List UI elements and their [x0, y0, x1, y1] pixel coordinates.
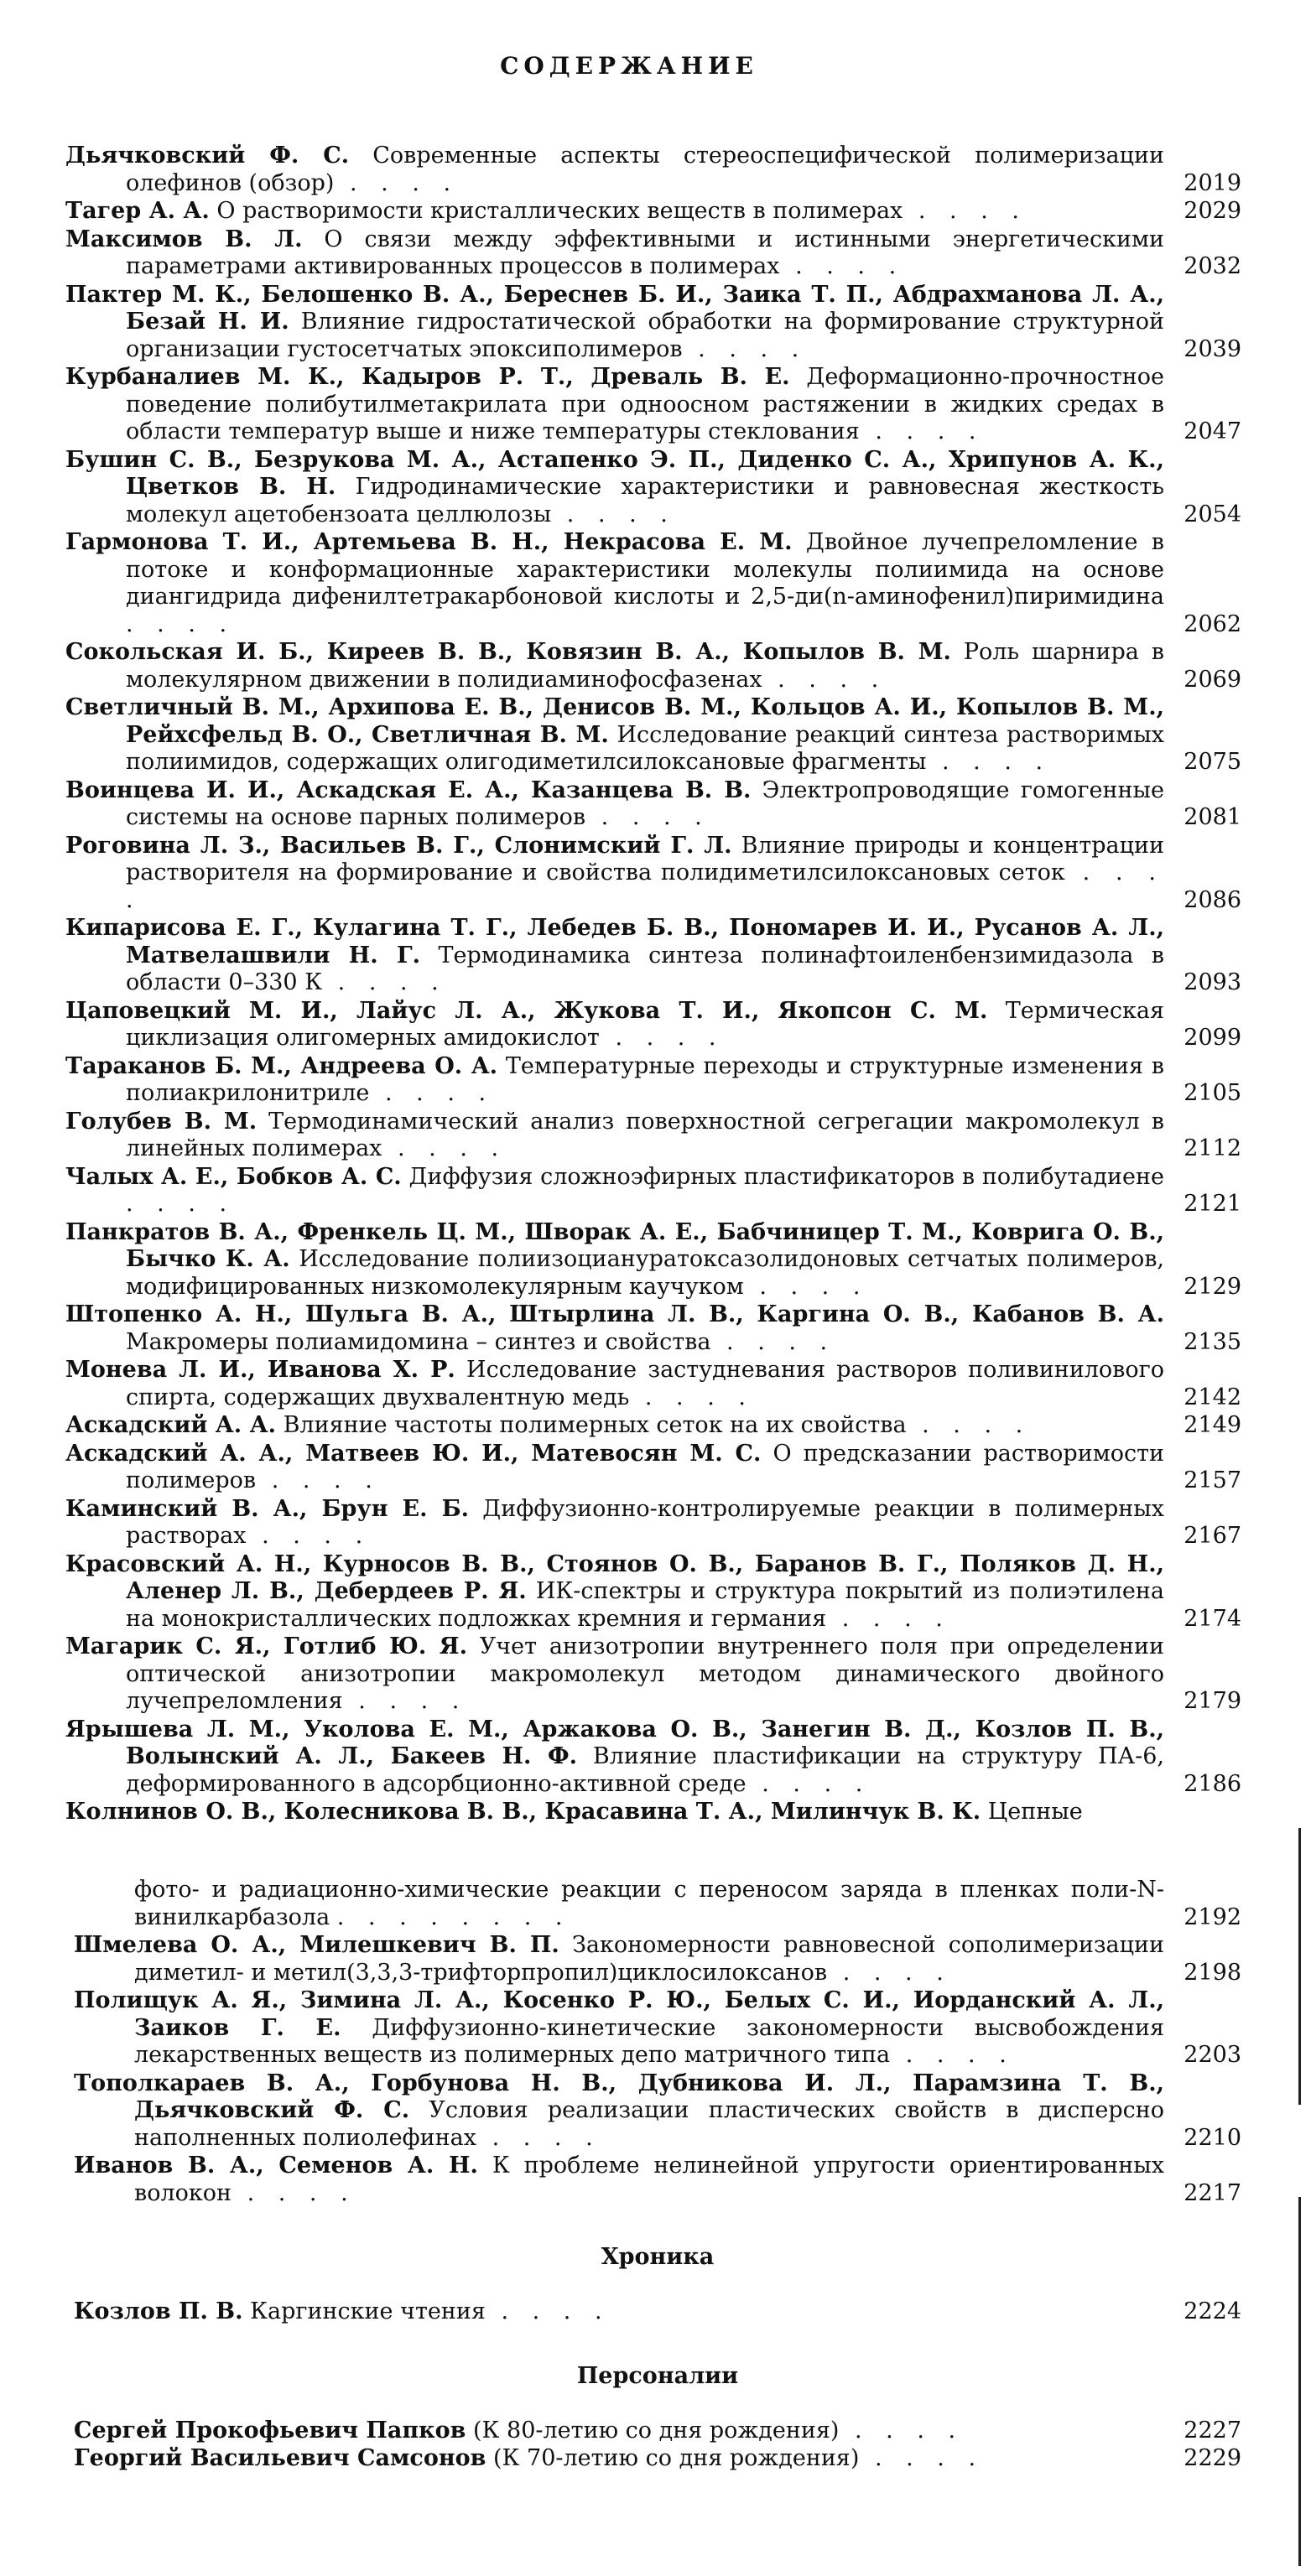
section-heading-chronicle: Хроника: [601, 2244, 715, 2270]
toc-entry[interactable]: Цаповецкий М. И., Лайус Л. А., Жукова Т. И., Якопсон С. М. Термическая циклизация олигомерных амидокислот . . . . 2099: [65, 997, 1241, 1051]
entry-page: 2093: [1184, 969, 1241, 995]
toc-entry[interactable]: Максимов В. Л. О связи между эффективными и истинными энергетическими параметрами активированных процессов в полимерах . . . . 2032: [65, 226, 1241, 279]
chronicle-list: [74, 2298, 1241, 2326]
entry-title: Электропроводящие гомогенные системы на основе парных полимеров: [126, 776, 1164, 830]
entry-title: Влияние природы и концентрации растворителя на формирование и свойства полидиметилсилоксановых сеток: [126, 832, 1164, 886]
entry-page: 2229: [1184, 2445, 1241, 2471]
entry-authors: Чалых А. Е., Бобков А. С.: [65, 1163, 402, 1190]
toc-entry[interactable]: Курбаналиев М. К., Кадыров Р. Т., Древаль В. Е. Деформационно-прочностное поведение полибутилметакрилата при одноосном растяжении в жидких средах в области температур выше и ниже температуры стеклования . . . . 2047: [65, 364, 1241, 444]
toc-entry[interactable]: [65, 1799, 1241, 1826]
entry-authors: Шмелева О. А., Милешкевич В. П.: [74, 1932, 559, 1958]
entry-authors: Каминский В. А., Брун Е. Б.: [65, 1495, 470, 1522]
toc-entry[interactable]: Светличный В. М., Архипова Е. В., Денисов В. М., Кольцов А. И., Копылов В. М., Рейхсфельд В. О., Светличная В. М. Исследование реакций синтеза растворимых полиимидов, содержащих олигодиметилсилоксановые фрагменты . . . . 2075: [65, 694, 1241, 775]
toc-entry[interactable]: Аскадский А. А. Влияние частоты полимерных сеток на их свойства . . . . 2149: [65, 1412, 1241, 1438]
toc-entry[interactable]: Сергей Прокофьевич Папков (К 80-летию со дня рождения) . . . . 2227: [74, 2417, 1241, 2444]
entry-page: 2129: [1184, 1273, 1241, 1300]
entry-page: 2121: [1184, 1191, 1241, 1217]
entry-title: Диффузионно-кинетические закономерности высвобождения лекарственных веществ из полимерных депо матричного типа: [134, 2014, 1164, 2068]
entry-page: 2227: [1184, 2417, 1241, 2444]
entry-title: Термодинамический анализ поверхностной сегрегации макромолекул в линейных полимерах: [126, 1108, 1164, 1161]
entry-authors: Полищук А. Я., Зимина Л. А., Косенко Р. Ю., Белых С. И., Иорданский А. Л., Заиков Г. Е.: [74, 1987, 1164, 2041]
entry-page: 2062: [1184, 610, 1241, 637]
entry-page: 2029: [1184, 198, 1241, 224]
entry-title: Диффузионно-контролируемые реакции в полимерных растворах: [126, 1495, 1164, 1549]
entry-title: К проблеме нелинейной упругости ориентированных волокон: [134, 2153, 1164, 2206]
entry-authors: Аскадский А. А., Матвеев Ю. И., Матевосян М. С.: [65, 1440, 762, 1467]
toc-entry[interactable]: Кипарисова Е. Г., Кулагина Т. Г., Лебедев Б. В., Пономарев И. И., Русанов А. Л., Матвелашвили Н. Г. Термодинамика синтеза полинафтоиленбензимидазола в области 0–330 К . . . . 2093: [65, 915, 1241, 995]
entry-authors: Тополкараев В. А., Горбунова Н. В., Дубникова И. Л., Парамзина Т. В., Дьячковский Ф. С.: [74, 2070, 1164, 2123]
entry-title: Исследование застудневания растворов поливинилового спирта, содержащих двухвалентную медь: [126, 1357, 1164, 1410]
toc-entry[interactable]: Роговина Л. З., Васильев В. Г., Слонимский Г. Л. Влияние природы и концентрации растворителя на формирование и свойства полидиметилсилоксановых сеток . . . . 2086: [65, 832, 1241, 913]
entry-authors: Голубев В. М.: [65, 1108, 258, 1135]
entry-page: 2075: [1184, 749, 1241, 775]
entry-page: 2105: [1184, 1080, 1241, 1106]
toc-entry[interactable]: Каминский В. А., Брун Е. Б. Диффузионно-контролируемые реакции в полимерных растворах . . . . 2167: [65, 1495, 1241, 1549]
entry-authors: Курбаналиев М. К., Кадыров Р. Т., Древаль В. Е.: [65, 364, 790, 390]
entry-authors: Бушин С. В., Безрукова М. А., Астапенко Э. П., Диденко С. А., Хрипунов А. К., Цветков В. Н.: [65, 446, 1164, 500]
toc-entry[interactable]: Пактер М. К., Белошенко В. А., Береснев Б. И., Заика Т. П., Абдрахманова Л. А., Безай Н. И. Влияние гидростатической обработки на формирование структурной организации густосетчатых эпоксиполимеров . . . . 2039: [65, 281, 1241, 362]
entry-authors: Колнинов О. В., Колесникова В. В., Красавина Т. А., Милинчук В. К.: [65, 1799, 981, 1825]
entry-authors: Гармонова Т. И., Артемьева В. Н., Некрасова Е. М.: [65, 529, 793, 555]
entry-page: 2019: [1184, 169, 1241, 196]
toc-list-tail: [74, 1932, 1241, 2207]
entry-authors: Красовский А. Н., Курносов В. В., Стоянов О. В., Баранов В. Г., Поляков Д. Н., Аленер Л. В., Дебердеев Р. Я.: [65, 1550, 1164, 1604]
entry-authors: Воинцева И. И., Аскадская Е. А., Казанцева В. В.: [65, 776, 752, 803]
entry-title: Цепные: [987, 1799, 1083, 1825]
entry-title: Каргинские чтения: [250, 2298, 486, 2324]
entry-page: 2069: [1184, 666, 1241, 693]
entry-title: Двойное лучепреломление в потоке и конформационные характеристики молекулы полиимида на основе диангидрида дифенилтетракарбоновой кислоты и 2,5-ди(n-аминофенил)пиримидина: [126, 529, 1164, 610]
entry-title: Температурные переходы и структурные изменения в полиакрилонитриле: [126, 1052, 1164, 1106]
toc-entry[interactable]: Полищук А. Я., Зимина Л. А., Косенко Р. Ю., Белых С. И., Иорданский А. Л., Заиков Г. Е. Диффузионно-кинетические закономерности высвобождения лекарственных веществ из полимерных депо матричного типа . . . . 2203: [74, 1987, 1241, 2068]
entry-page: 2032: [1184, 253, 1241, 279]
entry-page: 2142: [1184, 1384, 1241, 1410]
entry-page: 2179: [1184, 1688, 1241, 1714]
entry-page: 2039: [1184, 335, 1241, 362]
entry-title: Влияние частоты полимерных сеток на их свойства: [283, 1412, 907, 1438]
entry-authors: Сергей Прокофьевич Папков: [74, 2417, 466, 2444]
entry-page: 2047: [1184, 418, 1241, 444]
entry-authors: Дьячковский Ф. С.: [65, 143, 350, 169]
entry-title: фото- и радиационно-химические реакции с переносом заряда в пленках поли-N-винилкарбазола: [134, 1877, 1164, 1930]
entry-title: О связи между эффективными и истинными энергетическими параметрами активированных процессов в полимерах: [126, 226, 1164, 279]
toc-entry[interactable]: Козлов П. В. Каргинские чтения . . . . 2224: [74, 2298, 1241, 2324]
entry-title: Влияние гидростатической обработки на формирование структурной организации густосетчатых эпоксиполимеров: [126, 309, 1164, 362]
toc-entry-continuation[interactable]: фото- и радиационно-химические реакции с переносом заряда в пленках поли-N-винилкарбазола . . . . . . . . 2192: [134, 1877, 1241, 1930]
entry-title: (К 80-летию со дня рождения): [473, 2417, 840, 2444]
entry-title: Условия реализации пластических свойств в дисперсно наполненных полиолефинах: [134, 2097, 1164, 2151]
entry-title: Деформационно-прочностное поведение полибутилметакрилата при одноосном растяжении в жидких средах в области температур выше и ниже температуры стеклования: [126, 364, 1164, 444]
entry-page: 2054: [1184, 501, 1241, 527]
toc-entry[interactable]: Магарик С. Я., Готлиб Ю. Я. Учет анизотропии внутреннего поля при определении оптической анизотропии макромолекул методом динамического двойного лучепреломления . . . . 2179: [65, 1633, 1241, 1714]
entry-authors: Панкратов В. А., Френкель Ц. М., Шворак А. Е., Бабчиницер Т. М., Коврига О. В., Бычко К. А.: [65, 1218, 1164, 1272]
entry-page: 2112: [1184, 1135, 1241, 1161]
toc-entry[interactable]: Чалых А. Е., Бобков А. С. Диффузия сложноэфирных пластификаторов в полибутадиене . . . . 2121: [65, 1163, 1241, 1217]
entry-authors: Пактер М. К., Белошенко В. А., Береснев Б. И., Заика Т. П., Абдрахманова Л. А., Безай Н. И.: [65, 281, 1164, 335]
entry-title: Гидродинамические характеристики и равновесная жесткость молекул ацетобензоата целлюлозы: [126, 474, 1164, 527]
entry-authors: Георгий Васильевич Самсонов: [74, 2445, 486, 2471]
entry-page: 2224: [1184, 2298, 1241, 2324]
entry-page: 2210: [1184, 2124, 1241, 2151]
entry-page: 2217: [1184, 2179, 1241, 2206]
toc-entry[interactable]: Аскадский А. А., Матвеев Ю. И., Матевосян М. С. О предсказании растворимости полимеров . . . . 2157: [65, 1440, 1241, 1493]
entry-title: Учет анизотропии внутреннего поля при определении оптической анизотропии макромолекул методом динамического двойного лучепреломления: [126, 1633, 1164, 1714]
entry-authors: Магарик С. Я., Готлиб Ю. Я.: [65, 1633, 468, 1659]
toc-entry[interactable]: Монева Л. И., Иванова Х. Р. Исследование застудневания растворов поливинилового спирта, содержащих двухвалентную медь . . . . 2142: [65, 1357, 1241, 1410]
page-title: СОДЕРЖАНИЕ: [500, 52, 758, 80]
toc-entry[interactable]: Ярышева Л. М., Уколова Е. М., Аржакова О. В., Занегин В. Д., Козлов П. В., Волынский А. Л., Бакеев Н. Ф. Влияние пластификации на структуру ПА-6, деформированного в адсорбционно-активной среде . . . . 2186: [65, 1716, 1241, 1797]
entry-authors: Монева Л. И., Иванова Х. Р.: [65, 1357, 455, 1383]
entry-title: Современные аспекты стереоспецифической полимеризации олефинов (обзор): [126, 143, 1164, 196]
toc-entry[interactable]: Красовский А. Н., Курносов В. В., Стоянов О. В., Баранов В. Г., Поляков Д. Н., Аленер Л. В., Дебердеев Р. Я. ИК-спектры и структура покрытий из полиэтилена на монокристаллических подложках кремния и германия . . . . 2174: [65, 1550, 1241, 1632]
toc-entry[interactable]: Дьячковский Ф. С. Современные аспекты стереоспецифической полимеризации олефинов (обзор) . . . . 2019: [65, 143, 1241, 196]
toc-entry[interactable]: Сокольская И. Б., Киреев В. В., Ковязин В. А., Копылов В. М. Роль шарнира в молекулярном движении в полидиаминофосфазенах . . . . 2069: [65, 639, 1241, 693]
entry-page: 2099: [1184, 1025, 1241, 1051]
entry-page: 2149: [1184, 1412, 1241, 1438]
entry-page: 2081: [1184, 804, 1241, 830]
toc-entry[interactable]: Тагер А. А. О растворимости кристаллических веществ в полимерах . . . . 2029: [65, 198, 1241, 224]
entry-authors: Козлов П. В.: [74, 2298, 243, 2324]
entry-authors: Кипарисова Е. Г., Кулагина Т. Г., Лебедев Б. В., Пономарев И. И., Русанов А. Л., Матвелашвили Н. Г.: [65, 915, 1164, 969]
entry-title: Закономерности равновесной сополимеризации диметил- и метил(3,3,3-трифторпропил)циклосилоксанов: [134, 1932, 1164, 1986]
section-heading-persons: Персоналии: [576, 2362, 739, 2389]
entry-authors: Светличный В. М., Архипова Е. В., Денисов В. М., Кольцов А. И., Копылов В. М., Рейхсфельд В. О., Светличная В. М.: [65, 694, 1164, 748]
toc-entry[interactable]: Бушин С. В., Безрукова М. А., Астапенко Э. П., Диденко С. А., Хрипунов А. К., Цветков В. Н. Гидродинамические характеристики и равновесная жесткость молекул ацетобензоата целлюлозы . . . . 2054: [65, 446, 1241, 527]
entry-authors: Цаповецкий М. И., Лайус Л. А., Жукова Т. И., Якопсон С. М.: [65, 997, 988, 1024]
entry-authors: Иванов В. А., Семенов А. Н.: [74, 2153, 478, 2179]
entry-authors: Штопенко А. Н., Шульга В. А., Штырлина Л. В., Каргина О. В., Кабанов В. А.: [65, 1301, 1164, 1327]
entry-title: (К 70-летию со дня рождения): [493, 2445, 860, 2471]
margin-rule: [1298, 2197, 1301, 2566]
entry-page: 2186: [1184, 1770, 1241, 1797]
toc-list-main: [65, 143, 1241, 1827]
entry-page: 2167: [1184, 1523, 1241, 1549]
toc-entry[interactable]: Тополкараев В. А., Горбунова Н. В., Дубникова И. Л., Парамзина Т. В., Дьячковский Ф. С. Условия реализации пластических свойств в дисперсно наполненных полиолефинах . . . . 2210: [74, 2070, 1241, 2151]
entry-title: Влияние пластификации на структуру ПА-6, деформированного в адсорбционно-активной среде: [126, 1743, 1164, 1797]
entry-authors: Роговина Л. З., Васильев В. Г., Слонимский Г. Л.: [65, 832, 732, 859]
entry-title: Роль шарнира в молекулярном движении в полидиаминофосфазенах: [126, 639, 1164, 693]
toc-list-continued: [74, 1877, 1241, 2474]
entry-title: Исследование полиизоциануратоксазолидоновых сетчатых полимеров, модифицированных низкомолекулярным каучуком: [126, 1246, 1164, 1300]
entry-page: 2157: [1184, 1467, 1241, 1493]
entry-page: 2174: [1184, 1605, 1241, 1632]
entry-page: 2198: [1184, 1959, 1241, 1986]
entry-authors: Максимов В. Л.: [65, 226, 303, 252]
toc-entry[interactable]: Иванов В. А., Семенов А. Н. К проблеме нелинейной упругости ориентированных волокон . . . . 2217: [74, 2153, 1241, 2206]
entry-title: Макромеры полиамидомина – синтез и свойства: [126, 1328, 711, 1355]
toc-entry[interactable]: Тараканов Б. М., Андреева О. А. Температурные переходы и структурные изменения в полиакрилонитриле . . . . 2105: [65, 1052, 1241, 1106]
entry-page: 2203: [1184, 2042, 1241, 2068]
margin-rule: [1298, 1828, 1301, 2105]
toc-entry[interactable]: Шмелева О. А., Милешкевич В. П. Закономерности равновесной сополимеризации диметил- и метил(3,3,3-трифторпропил)циклосилоксанов . . . . 2198: [74, 1932, 1241, 1986]
entry-authors: Ярышева Л. М., Уколова Е. М., Аржакова О. В., Занегин В. Д., Козлов П. В., Волынский А. Л., Бакеев Н. Ф.: [65, 1716, 1164, 1769]
entry-authors: Аскадский А. А.: [65, 1412, 276, 1438]
toc-entry[interactable]: Гармонова Т. И., Артемьева В. Н., Некрасова Е. М. Двойное лучепреломление в потоке и конформационные характеристики молекулы полиимида на основе диангидрида дифенилтетракарбоновой кислоты и 2,5-ди(n-аминофенил)пиримидина . . . . 2062: [65, 529, 1241, 637]
toc-entry[interactable]: Голубев В. М. Термодинамический анализ поверхностной сегрегации макромолекул в линейных полимерах . . . . 2112: [65, 1108, 1241, 1161]
entry-title: Термодинамика синтеза полинафтоиленбензимидазола в области 0–330 К: [126, 942, 1164, 995]
entry-page: 2086: [1184, 886, 1241, 913]
persons-list: [74, 2418, 1241, 2473]
entry-title: Исследование реакций синтеза растворимых полиимидов, содержащих олигодиметилсилоксановые фрагменты: [126, 721, 1164, 775]
entry-title: О предсказании растворимости полимеров: [126, 1440, 1165, 1493]
toc-entry[interactable]: Панкратов В. А., Френкель Ц. М., Шворак А. Е., Бабчиницер Т. М., Коврига О. В., Бычко К. А. Исследование полиизоциануратоксазолидоновых сетчатых полимеров, модифицированных низкомолекулярным каучуком . . . . 2129: [65, 1218, 1241, 1300]
entry-title: Термическая циклизация олигомерных амидокислот: [126, 997, 1164, 1051]
entry-title: Диффузия сложноэфирных пластификаторов в полибутадиене: [408, 1163, 1164, 1190]
entry-page: 2192: [1184, 1903, 1241, 1930]
entry-title: О растворимости кристаллических веществ в полимерах: [216, 198, 903, 224]
entry-title: ИК-спектры и структура покрытий из полиэтилена на монокристаллических подложках кремния и германия: [126, 1578, 1165, 1632]
entry-authors: Тагер А. А.: [65, 198, 210, 224]
toc-entry[interactable]: Штопенко А. Н., Шульга В. А., Штырлина Л. В., Каргина О. В., Кабанов В. А. Макромеры полиамидомина – синтез и свойства . . . . 2135: [65, 1301, 1241, 1355]
entry-authors: Сокольская И. Б., Киреев В. В., Ковязин В. А., Копылов В. М.: [65, 639, 951, 665]
entry-page: 2135: [1184, 1328, 1241, 1355]
toc-entry[interactable]: Воинцева И. И., Аскадская Е. А., Казанцева В. В. Электропроводящие гомогенные системы на основе парных полимеров . . . . 2081: [65, 776, 1241, 830]
entry-authors: Тараканов Б. М., Андреева О. А.: [65, 1052, 498, 1079]
toc-entry[interactable]: Георгий Васильевич Самсонов (К 70-летию со дня рождения) . . . . 2229: [74, 2445, 1241, 2471]
